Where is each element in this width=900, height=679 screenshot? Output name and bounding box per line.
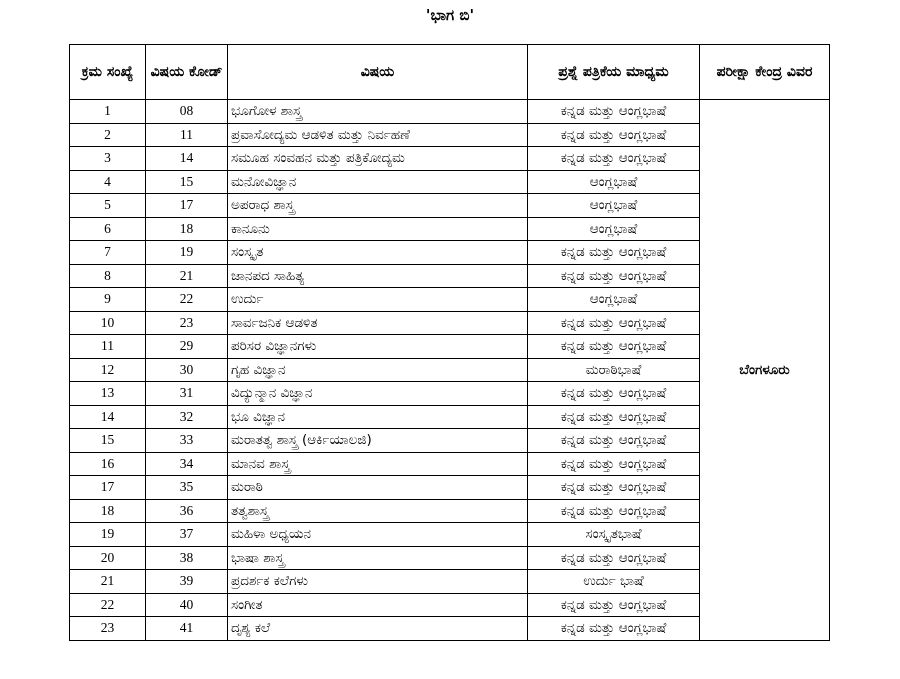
sl-no-cell: 12 bbox=[70, 358, 146, 382]
sl-no-cell: 9 bbox=[70, 288, 146, 312]
subject-code-cell: 33 bbox=[146, 429, 228, 453]
subject-cell: ಗೃಹ ವಿಜ್ಞಾನ bbox=[228, 358, 528, 382]
medium-cell: ಕನ್ನಡ ಮತ್ತು ಆಂಗ್ಲಭಾಷೆ bbox=[528, 100, 700, 124]
header-subject: ವಿಷಯ bbox=[228, 45, 528, 100]
subject-cell: ಮರಾಠಿ bbox=[228, 476, 528, 500]
sl-no-cell: 23 bbox=[70, 617, 146, 641]
medium-cell: ಆಂಗ್ಲಭಾಷೆ bbox=[528, 217, 700, 241]
subject-cell: ಮಾನವ ಶಾಸ್ತ್ರ bbox=[228, 452, 528, 476]
subject-code-cell: 39 bbox=[146, 570, 228, 594]
medium-cell: ಕನ್ನಡ ಮತ್ತು ಆಂಗ್ಲಭಾಷೆ bbox=[528, 617, 700, 641]
sl-no-cell: 8 bbox=[70, 264, 146, 288]
subject-cell: ಪ್ರವಾಸೋದ್ಯಮ ಆಡಳಿತ ಮತ್ತು ನಿರ್ವಹಣೆ bbox=[228, 123, 528, 147]
subject-cell: ಭೂ ವಿಜ್ಞಾನ bbox=[228, 405, 528, 429]
subject-code-cell: 36 bbox=[146, 499, 228, 523]
medium-cell: ಉರ್ದು ಭಾಷೆ bbox=[528, 570, 700, 594]
sl-no-cell: 2 bbox=[70, 123, 146, 147]
medium-cell: ಆಂಗ್ಲಭಾಷೆ bbox=[528, 288, 700, 312]
sl-no-cell: 13 bbox=[70, 382, 146, 406]
subject-code-cell: 30 bbox=[146, 358, 228, 382]
medium-cell: ಕನ್ನಡ ಮತ್ತು ಆಂಗ್ಲಭಾಷೆ bbox=[528, 382, 700, 406]
sl-no-cell: 16 bbox=[70, 452, 146, 476]
subject-cell: ವಿದ್ಯುನ್ಮಾನ ವಿಜ್ಞಾನ bbox=[228, 382, 528, 406]
subjects-table bbox=[69, 44, 830, 641]
header-row bbox=[70, 45, 830, 100]
medium-cell: ಕನ್ನಡ ಮತ್ತು ಆಂಗ್ಲಭಾಷೆ bbox=[528, 335, 700, 359]
subject-code-cell: 11 bbox=[146, 123, 228, 147]
sl-no-cell: 21 bbox=[70, 570, 146, 594]
subject-cell: ಉರ್ದು bbox=[228, 288, 528, 312]
subject-cell: ದೃಶ್ಯ ಕಲೆ bbox=[228, 617, 528, 641]
subject-code-cell: 31 bbox=[146, 382, 228, 406]
subject-code-cell: 15 bbox=[146, 170, 228, 194]
subject-cell: ಸಂಸ್ಕೃತ bbox=[228, 241, 528, 265]
medium-cell: ಕನ್ನಡ ಮತ್ತು ಆಂಗ್ಲಭಾಷೆ bbox=[528, 452, 700, 476]
subject-code-cell: 21 bbox=[146, 264, 228, 288]
table-body bbox=[70, 100, 830, 641]
header-exam-center: ಪರೀಕ್ಷಾ ಕೇಂದ್ರ ವಿವರ bbox=[700, 45, 830, 100]
subject-cell: ಸಾರ್ವಜನಿಕ ಆಡಳಿತ bbox=[228, 311, 528, 335]
medium-cell: ಕನ್ನಡ ಮತ್ತು ಆಂಗ್ಲಭಾಷೆ bbox=[528, 429, 700, 453]
sl-no-cell: 7 bbox=[70, 241, 146, 265]
medium-cell: ಕನ್ನಡ ಮತ್ತು ಆಂಗ್ಲಭಾಷೆ bbox=[528, 311, 700, 335]
subject-cell: ತತ್ವಶಾಸ್ತ್ರ bbox=[228, 499, 528, 523]
subject-code-cell: 29 bbox=[146, 335, 228, 359]
sl-no-cell: 3 bbox=[70, 147, 146, 171]
sl-no-cell: 5 bbox=[70, 194, 146, 218]
medium-cell: ಆಂಗ್ಲಭಾಷೆ bbox=[528, 170, 700, 194]
subject-code-cell: 08 bbox=[146, 100, 228, 124]
medium-cell: ಕನ್ನಡ ಮತ್ತು ಆಂಗ್ಲಭಾಷೆ bbox=[528, 405, 700, 429]
subject-code-cell: 37 bbox=[146, 523, 228, 547]
subject-cell: ಭೂಗೋಳ ಶಾಸ್ತ್ರ bbox=[228, 100, 528, 124]
subject-cell: ಪ್ರದರ್ಶಕ ಕಲೆಗಳು bbox=[228, 570, 528, 594]
header-sl-no: ಕ್ರಮ ಸಂಖ್ಯೆ bbox=[70, 45, 146, 100]
sl-no-cell: 18 bbox=[70, 499, 146, 523]
subject-cell: ಮನೋವಿಜ್ಞಾನ bbox=[228, 170, 528, 194]
subject-cell: ಸಂಗೀತ bbox=[228, 593, 528, 617]
medium-cell: ಕನ್ನಡ ಮತ್ತು ಆಂಗ್ಲಭಾಷೆ bbox=[528, 593, 700, 617]
subject-cell: ಮರಾತತ್ವ ಶಾಸ್ತ್ರ (ಆರ್ಕಿಯಾಲಜಿ) bbox=[228, 429, 528, 453]
subject-cell: ಅಪರಾಧ ಶಾಸ್ತ್ರ bbox=[228, 194, 528, 218]
exam-center-cell: ಬೆಂಗಳೂರು bbox=[700, 100, 830, 641]
table-row bbox=[70, 100, 830, 124]
sl-no-cell: 11 bbox=[70, 335, 146, 359]
subject-code-cell: 19 bbox=[146, 241, 228, 265]
medium-cell: ಕನ್ನಡ ಮತ್ತು ಆಂಗ್ಲಭಾಷೆ bbox=[528, 546, 700, 570]
subject-code-cell: 14 bbox=[146, 147, 228, 171]
subject-code-cell: 35 bbox=[146, 476, 228, 500]
sl-no-cell: 10 bbox=[70, 311, 146, 335]
sl-no-cell: 19 bbox=[70, 523, 146, 547]
sl-no-cell: 15 bbox=[70, 429, 146, 453]
subject-code-cell: 32 bbox=[146, 405, 228, 429]
page-title: 'ಭಾಗ ಬಿ' bbox=[425, 6, 475, 24]
subject-code-cell: 34 bbox=[146, 452, 228, 476]
medium-cell: ಆಂಗ್ಲಭಾಷೆ bbox=[528, 194, 700, 218]
subject-code-cell: 18 bbox=[146, 217, 228, 241]
sl-no-cell: 20 bbox=[70, 546, 146, 570]
subject-cell: ಜಾನಪದ ಸಾಹಿತ್ಯ bbox=[228, 264, 528, 288]
medium-cell: ಮರಾಠಿಭಾಷೆ bbox=[528, 358, 700, 382]
subject-cell: ಕಾನೂನು bbox=[228, 217, 528, 241]
sl-no-cell: 1 bbox=[70, 100, 146, 124]
medium-cell: ಕನ್ನಡ ಮತ್ತು ಆಂಗ್ಲಭಾಷೆ bbox=[528, 147, 700, 171]
sl-no-cell: 6 bbox=[70, 217, 146, 241]
medium-cell: ಕನ್ನಡ ಮತ್ತು ಆಂಗ್ಲಭಾಷೆ bbox=[528, 241, 700, 265]
header-medium: ಪ್ರಶ್ನೆ ಪತ್ರಿಕೆಯ ಮಾಧ್ಯಮ bbox=[528, 45, 700, 100]
subject-cell: ಪರಿಸರ ವಿಜ್ಞಾನಗಳು bbox=[228, 335, 528, 359]
sl-no-cell: 4 bbox=[70, 170, 146, 194]
subject-code-cell: 40 bbox=[146, 593, 228, 617]
subject-code-cell: 38 bbox=[146, 546, 228, 570]
medium-cell: ಕನ್ನಡ ಮತ್ತು ಆಂಗ್ಲಭಾಷೆ bbox=[528, 476, 700, 500]
subject-cell: ಸಮೂಹ ಸಂವಹನ ಮತ್ತು ಪತ್ರಿಕೋದ್ಯಮ bbox=[228, 147, 528, 171]
medium-cell: ಕನ್ನಡ ಮತ್ತು ಆಂಗ್ಲಭಾಷೆ bbox=[528, 264, 700, 288]
sl-no-cell: 14 bbox=[70, 405, 146, 429]
subject-cell: ಮಹಿಳಾ ಅಧ್ಯಯನ bbox=[228, 523, 528, 547]
subject-code-cell: 22 bbox=[146, 288, 228, 312]
sl-no-cell: 22 bbox=[70, 593, 146, 617]
subject-cell: ಭಾಷಾ ಶಾಸ್ತ್ರ bbox=[228, 546, 528, 570]
sl-no-cell: 17 bbox=[70, 476, 146, 500]
subject-code-cell: 17 bbox=[146, 194, 228, 218]
subject-code-cell: 41 bbox=[146, 617, 228, 641]
subject-code-cell: 23 bbox=[146, 311, 228, 335]
medium-cell: ಕನ್ನಡ ಮತ್ತು ಆಂಗ್ಲಭಾಷೆ bbox=[528, 123, 700, 147]
header-subject-code: ವಿಷಯ ಕೋಡ್ bbox=[146, 45, 228, 100]
medium-cell: ಸಂಸ್ಕೃತಭಾಷೆ bbox=[528, 523, 700, 547]
medium-cell: ಕನ್ನಡ ಮತ್ತು ಆಂಗ್ಲಭಾಷೆ bbox=[528, 499, 700, 523]
